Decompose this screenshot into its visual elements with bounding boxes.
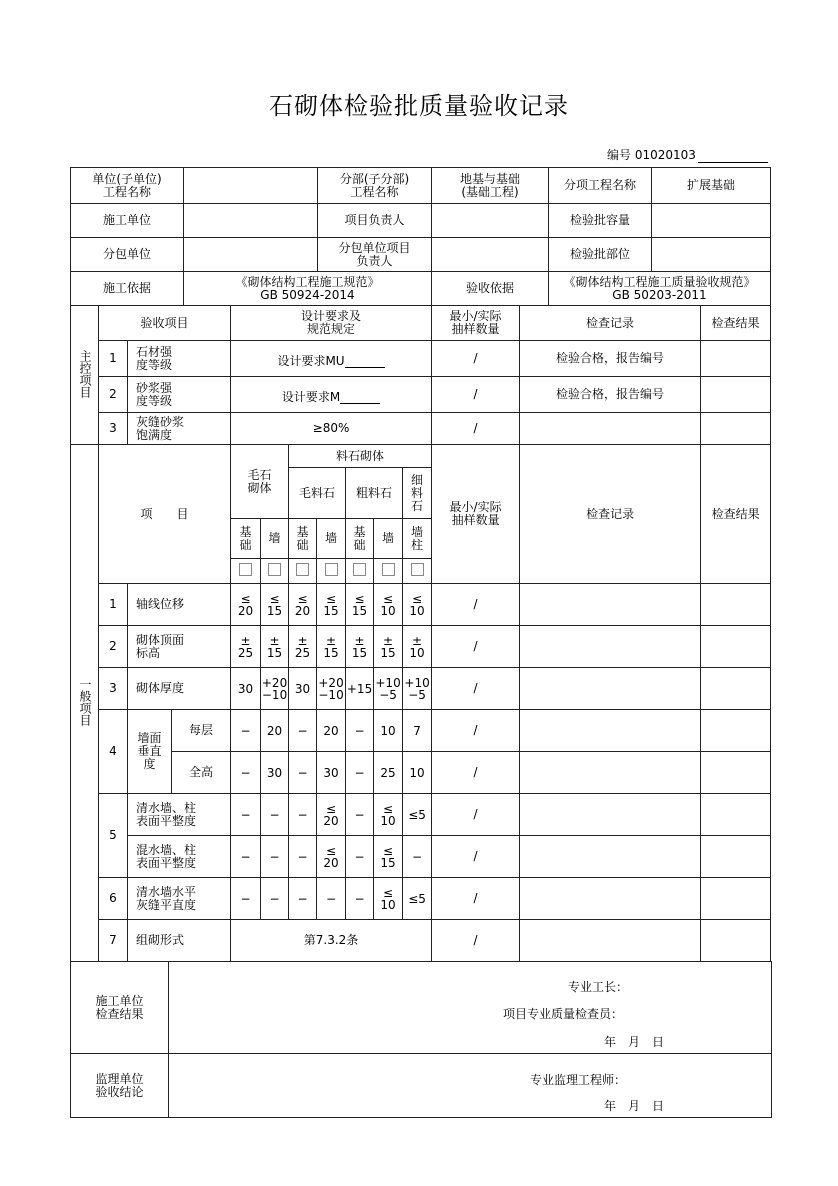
item-result[interactable]: [701, 668, 771, 710]
tolerance-value: −: [346, 752, 374, 794]
sub-lead-value[interactable]: [432, 238, 549, 272]
item-result[interactable]: [701, 710, 771, 752]
item-record[interactable]: [520, 878, 701, 920]
tolerance-value: 30: [317, 752, 346, 794]
code-value: 01020103: [634, 148, 696, 162]
item-name: 混水墙、柱 表面平整度: [128, 836, 231, 878]
col-header-requirement: 设计要求及 规范规定: [231, 306, 432, 341]
tolerance-value: −: [403, 836, 432, 878]
batch-location-label: 检验批部位: [549, 238, 652, 272]
tolerance-value: ± 25: [289, 626, 317, 668]
tolerance-value: ≤ 20: [231, 584, 261, 626]
general-label-text: 一般项目: [78, 677, 92, 726]
tolerance-value: −: [346, 836, 374, 878]
tolerance-value: ≤5: [403, 794, 432, 836]
table-row: [71, 341, 771, 377]
item-sample: /: [432, 836, 520, 878]
table-row: [71, 836, 771, 878]
item-record[interactable]: [520, 584, 701, 626]
col-header-sub: 基 础: [289, 519, 317, 559]
item-record[interactable]: [520, 668, 701, 710]
tolerance-value: ≤ 15: [261, 584, 289, 626]
page-title: 石砌体检验批质量验收记录: [269, 92, 569, 120]
tolerance-value: +10 −5: [403, 668, 432, 710]
code-underline: [698, 150, 768, 163]
item-name: 石材强 度等级: [128, 341, 231, 377]
contractor-result-label: 施工单位 检查结果: [71, 962, 169, 1054]
checkbox-cell: [261, 559, 289, 584]
qc-inspector-signature-label: 项目专业质量检查员：: [503, 1007, 624, 1021]
item-result[interactable]: [701, 878, 771, 920]
table-row: [71, 626, 771, 668]
checkbox-cell: [289, 559, 317, 584]
table-row: [71, 668, 771, 710]
item-sample: /: [432, 413, 520, 445]
table-row: [71, 413, 771, 445]
code-label: 编号: [607, 148, 632, 162]
col-header-record: 检查记录: [520, 445, 701, 584]
checkbox-cell: [374, 559, 403, 584]
tolerance-value: −: [346, 878, 374, 920]
tolerance-value: +20 −10: [261, 668, 289, 710]
batch-capacity-value[interactable]: [652, 204, 771, 238]
table-row: [71, 878, 771, 920]
main-control-label-text: 主控项目: [78, 349, 92, 398]
main-control-label: [71, 306, 99, 445]
col-header-item: 项 目: [99, 445, 231, 584]
tolerance-value: ≤ 10: [374, 584, 403, 626]
item-sample: /: [432, 341, 520, 377]
contractor-value[interactable]: [184, 204, 318, 238]
project-lead-label: 项目负责人: [318, 204, 432, 238]
item-name: 清水墙水平 灰缝平直度: [128, 878, 231, 920]
engineer-signature-label: 专业监理工程师：: [530, 1073, 627, 1087]
tolerance-value: ≤ 10: [374, 794, 403, 836]
item-name: 砌体厚度: [128, 668, 231, 710]
table-row: [71, 710, 771, 752]
signature-table: [70, 961, 772, 1118]
subitem-label: 分项工程名称: [549, 168, 652, 204]
col-header-sub: 墙 柱: [403, 519, 432, 559]
tolerance-value: −: [289, 836, 317, 878]
tolerance-value: −: [261, 836, 289, 878]
supervisor-date: 年 月 日: [604, 1099, 665, 1113]
header-table: [70, 167, 771, 306]
tolerance-value: ≤ 15: [346, 584, 374, 626]
item-record[interactable]: [520, 836, 701, 878]
item-no: 6: [99, 878, 128, 920]
tolerance-value: ± 15: [374, 626, 403, 668]
tolerance-value: ≤ 15: [374, 836, 403, 878]
tolerance-value: −: [261, 794, 289, 836]
tolerance-value: ≤ 20: [289, 584, 317, 626]
item-record[interactable]: [520, 920, 701, 962]
col-header-coarse: 粗料石: [346, 468, 403, 519]
table-row: [71, 377, 771, 413]
requirement-blank[interactable]: [345, 349, 385, 368]
col-header-result: 检查结果: [701, 306, 771, 341]
tolerance-value: ± 15: [346, 626, 374, 668]
table-row: [71, 584, 771, 626]
tolerance-value: −: [231, 836, 261, 878]
item-no: 1: [99, 341, 128, 377]
item-no: 7: [99, 920, 128, 962]
tolerance-value: −: [346, 710, 374, 752]
item-requirement: [231, 377, 432, 413]
item-name: 砌体顶面 标高: [128, 626, 231, 668]
checkbox[interactable]: [239, 563, 252, 576]
general-label: [71, 445, 99, 962]
item-result[interactable]: [701, 341, 771, 377]
supervisor-conclusion-area[interactable]: [169, 1054, 772, 1118]
checkbox[interactable]: [268, 563, 281, 576]
batch-capacity-label: 检验批容量: [549, 204, 652, 238]
item-requirement: ≥80%: [231, 413, 432, 445]
item-no: 2: [99, 377, 128, 413]
tolerance-value: +10 −5: [374, 668, 403, 710]
project-lead-value[interactable]: [432, 204, 549, 238]
tolerance-value: 10: [403, 752, 432, 794]
contractor-result-area[interactable]: [169, 962, 772, 1054]
item-requirement: [231, 341, 432, 377]
tolerance-value: −: [346, 794, 374, 836]
tolerance-value: −: [231, 710, 261, 752]
tolerance-value: 30: [231, 668, 261, 710]
table-row: [71, 920, 771, 962]
tolerance-value: ≤5: [403, 878, 432, 920]
checkbox[interactable]: [382, 563, 395, 576]
tolerance-value: 10: [374, 710, 403, 752]
item-no: 5: [99, 794, 128, 878]
item-result[interactable]: [701, 413, 771, 445]
supervisor-conclusion-label: 监理单位 验收结论: [71, 1054, 169, 1118]
tolerance-value: −: [317, 878, 346, 920]
subitem-value: 扩展基础: [652, 168, 771, 204]
col-header-sub: 基 础: [231, 519, 261, 559]
form-code: [607, 146, 768, 163]
acceptance-basis-value: 《砌体结构工程施工质量验收规范》 GB 50203-2011: [549, 272, 771, 306]
item-name: 灰缝砂浆 饱满度: [128, 413, 231, 445]
item-name: 砂浆强 度等级: [128, 377, 231, 413]
item-sample: /: [432, 584, 520, 626]
tolerance-value: 30: [261, 752, 289, 794]
item-record[interactable]: [520, 752, 701, 794]
requirement-blank[interactable]: [340, 385, 380, 404]
item-sample: /: [432, 794, 520, 836]
col-header-rubble: 毛石 砌体: [231, 445, 289, 519]
checkbox[interactable]: [353, 563, 366, 576]
tolerance-value: ± 10: [403, 626, 432, 668]
main-control-table: [70, 305, 771, 445]
contractor-date: 年 月 日: [604, 1035, 665, 1049]
col-header-sub: 墙: [317, 519, 346, 559]
col-header-sub: 基 础: [346, 519, 374, 559]
tolerance-value: −: [261, 878, 289, 920]
subcontractor-value[interactable]: [184, 238, 318, 272]
item-record[interactable]: [520, 710, 701, 752]
item-name: 组砌形式: [128, 920, 231, 962]
tolerance-value: +15: [346, 668, 374, 710]
contractor-label: 施工单位: [71, 204, 184, 238]
tolerance-value: ≤ 10: [374, 878, 403, 920]
item-sample: /: [432, 710, 520, 752]
subcontractor-label: 分包单位: [71, 238, 184, 272]
unit-name-label: 单位(子单位) 工程名称: [71, 168, 184, 204]
checkbox-cell: [231, 559, 261, 584]
table-row: [71, 794, 771, 836]
division-value: 地基与基础 (基础工程): [432, 168, 549, 204]
batch-location-value[interactable]: [652, 238, 771, 272]
tolerance-value: ± 15: [317, 626, 346, 668]
item-sample: /: [432, 920, 520, 962]
item-sample: /: [432, 752, 520, 794]
col-header-result: 检查结果: [701, 445, 771, 584]
tolerance-value: 20: [317, 710, 346, 752]
foreman-signature-label: 专业工长：: [568, 980, 629, 994]
col-header-sample: 最小/实际 抽样数量: [432, 445, 520, 584]
tolerance-value: ≤ 20: [317, 836, 346, 878]
basis-label: 施工依据: [71, 272, 184, 306]
checkbox-cell: [403, 559, 432, 584]
item-name: 轴线位移: [128, 584, 231, 626]
item-tolerance-span: 第7.3.2条: [231, 920, 432, 962]
tolerance-value: 7: [403, 710, 432, 752]
item-record[interactable]: [520, 794, 701, 836]
tolerance-value: ≤ 20: [317, 794, 346, 836]
item-sample: /: [432, 626, 520, 668]
col-header-fine: 细 料 石: [403, 468, 432, 519]
item-subname: 全高: [172, 752, 231, 794]
col-header-item: 验收项目: [99, 306, 231, 341]
tolerance-value: +20 −10: [317, 668, 346, 710]
checkbox[interactable]: [325, 563, 338, 576]
item-result[interactable]: [701, 752, 771, 794]
item-result[interactable]: [701, 920, 771, 962]
requirement-text: 设计要求M: [281, 390, 341, 404]
tolerance-value: −: [289, 752, 317, 794]
tolerance-value: −: [231, 752, 261, 794]
item-name: 墙面 垂直 度: [128, 710, 172, 794]
tolerance-value: ± 25: [231, 626, 261, 668]
item-no: 4: [99, 710, 128, 794]
tolerance-value: −: [289, 794, 317, 836]
item-record[interactable]: 检验合格，报告编号: [520, 377, 701, 413]
col-header-record: 检查记录: [520, 306, 701, 341]
item-sample: /: [432, 668, 520, 710]
tolerance-value: 20: [261, 710, 289, 752]
item-no: 2: [99, 626, 128, 668]
item-result[interactable]: [701, 584, 771, 626]
col-header-dressed-stone: 料石砌体: [289, 445, 432, 468]
col-header-sub: 墙: [261, 519, 289, 559]
tolerance-value: ≤ 15: [317, 584, 346, 626]
item-no: 3: [99, 413, 128, 445]
item-sample: /: [432, 377, 520, 413]
tolerance-value: −: [231, 794, 261, 836]
requirement-text: 设计要求MU: [277, 354, 345, 368]
item-sample: /: [432, 878, 520, 920]
tolerance-value: ≤ 10: [403, 584, 432, 626]
tolerance-value: −: [289, 878, 317, 920]
item-record[interactable]: 检验合格，报告编号: [520, 341, 701, 377]
item-subname: 每层: [172, 710, 231, 752]
item-result[interactable]: [701, 794, 771, 836]
tolerance-value: 30: [289, 668, 317, 710]
item-result[interactable]: [701, 836, 771, 878]
item-no: 1: [99, 584, 128, 626]
division-label: 分部(子分部) 工程名称: [318, 168, 432, 204]
basis-value: 《砌体结构工程施工规范》 GB 50924-2014: [184, 272, 432, 306]
tolerance-value: 25: [374, 752, 403, 794]
tolerance-value: −: [231, 878, 261, 920]
item-record[interactable]: [520, 413, 701, 445]
item-record[interactable]: [520, 626, 701, 668]
col-header-sub: 墙: [374, 519, 403, 559]
item-no: 3: [99, 668, 128, 710]
tolerance-value: −: [289, 710, 317, 752]
checkbox-cell: [317, 559, 346, 584]
tolerance-value: ± 15: [261, 626, 289, 668]
item-result[interactable]: [701, 377, 771, 413]
item-name: 清水墙、柱 表面平整度: [128, 794, 231, 836]
table-row: [71, 752, 771, 794]
acceptance-basis-label: 验收依据: [432, 272, 549, 306]
unit-name-value[interactable]: [184, 168, 318, 204]
checkbox-cell: [346, 559, 374, 584]
item-result[interactable]: [701, 626, 771, 668]
sub-lead-label: 分包单位项目 负责人: [318, 238, 432, 272]
col-header-rough-dressed: 毛料石: [289, 468, 346, 519]
col-header-sample: 最小/实际 抽样数量: [432, 306, 520, 341]
general-table: [70, 444, 771, 962]
checkbox[interactable]: [296, 563, 309, 576]
checkbox[interactable]: [411, 563, 424, 576]
